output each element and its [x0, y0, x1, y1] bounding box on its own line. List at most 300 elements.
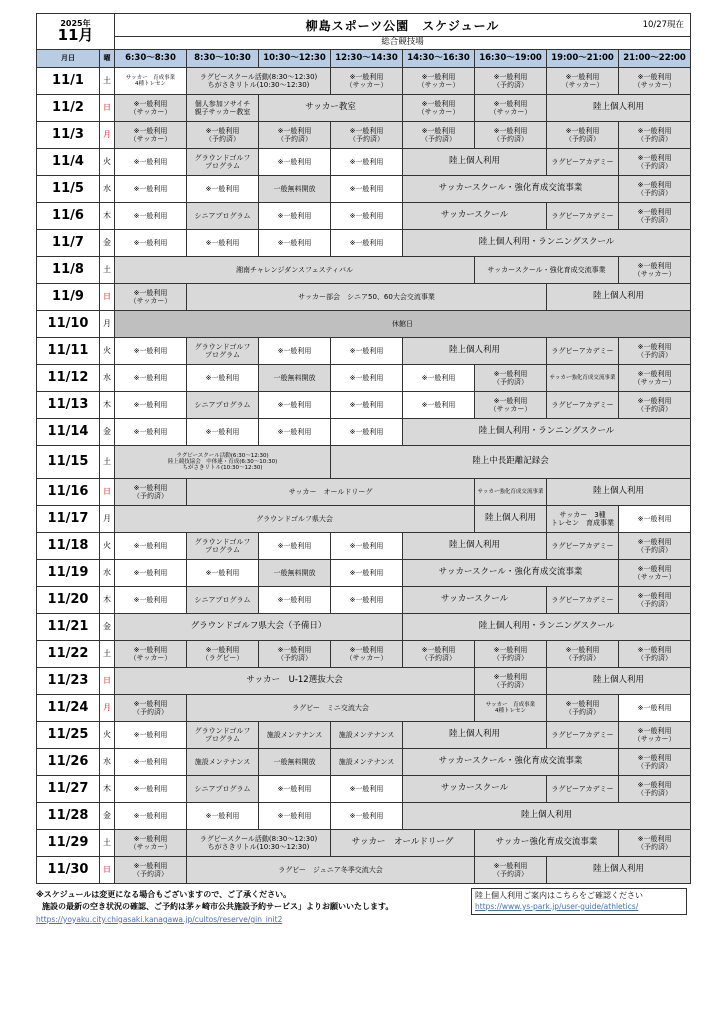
cell-line: ラグビーアカデミー: [551, 541, 614, 550]
row-date: 11/5: [37, 176, 100, 203]
schedule-cell: [547, 338, 619, 365]
cell-line: （予約済）: [349, 135, 384, 143]
schedule-cell: [331, 446, 691, 479]
schedule-cell: [115, 641, 187, 668]
cell-line: 陸上個人利用: [593, 486, 645, 497]
schedule-cell: [187, 479, 475, 506]
cell-line: （予約済）: [637, 351, 673, 359]
schedule-row: [37, 230, 691, 257]
cell-line: ラグビー ミニ交流大会: [292, 703, 369, 712]
schedule-row: [37, 695, 691, 722]
schedule-cell: [259, 419, 331, 446]
cell-line: （サッカー）: [345, 654, 388, 662]
cell-line: ※一般利用: [277, 238, 312, 247]
schedule-cell: [115, 122, 187, 149]
cell-line: ※一般利用: [133, 157, 168, 166]
row-weekday: 火: [100, 149, 115, 176]
schedule-body: [37, 68, 691, 884]
schedule-cell: [331, 203, 403, 230]
col-header-slot: 12:30～14:30: [331, 50, 403, 68]
schedule-cell: [547, 365, 619, 392]
cell-line: トレセン 育成事業: [551, 519, 614, 527]
schedule-cell: [619, 68, 691, 95]
cell-line: ※一般利用: [277, 157, 312, 166]
cell-line: ※一般利用: [493, 99, 528, 108]
row-weekday: 土: [100, 68, 115, 95]
schedule-cell: [619, 722, 691, 749]
schedule-row: [37, 95, 691, 122]
schedule-cell: [331, 533, 403, 560]
cell-line: ※一般利用: [205, 184, 240, 193]
schedule-cell: [187, 122, 259, 149]
row-date: 11/25: [37, 722, 100, 749]
schedule-row: [37, 419, 691, 446]
schedule-cell: [115, 506, 475, 533]
schedule-cell: [475, 122, 547, 149]
schedule-cell: [403, 749, 619, 776]
cell-line: （予約済）: [565, 654, 600, 662]
schedule-row: [37, 479, 691, 506]
cell-line: ※一般利用: [421, 126, 456, 135]
schedule-cell: [331, 365, 403, 392]
reservation-link[interactable]: https://yoyaku.city.chigasaki.kanagawa.jp/cultos/reserve/gin_init2: [36, 914, 283, 924]
schedule-cell: [115, 749, 187, 776]
schedule-row: [37, 446, 691, 479]
row-date: 11/2: [37, 95, 100, 122]
schedule-cell: [475, 392, 547, 419]
schedule-cell: [475, 68, 547, 95]
schedule-cell: [259, 749, 331, 776]
schedule-row: [37, 506, 691, 533]
schedule-cell: [403, 203, 547, 230]
cell-line: ※一般利用: [133, 834, 168, 843]
row-weekday: 金: [100, 803, 115, 830]
month-label: 11月: [57, 25, 94, 44]
schedule-cell: [115, 95, 187, 122]
cell-line: （サッカー）: [129, 843, 172, 851]
athletics-guide-link[interactable]: https://www.ys-park.jp/user-guide/athletics/: [475, 901, 639, 911]
schedule-cell: [259, 776, 331, 803]
cell-line: ※一般利用: [421, 99, 456, 108]
cell-line: ※一般利用: [421, 645, 456, 654]
cell-line: ※一般利用: [133, 427, 168, 436]
schedule-cell: [547, 587, 619, 614]
schedule-cell: [547, 392, 619, 419]
schedule-row: [37, 668, 691, 695]
cell-line: ※一般利用: [277, 346, 312, 355]
cell-line: （予約済）: [637, 600, 673, 608]
cell-line: ちがさきリトル(10:30～12:30): [207, 81, 310, 89]
cell-line: グラウンドゴルフ: [194, 537, 251, 546]
cell-line: サッカー教室: [305, 102, 356, 113]
cell-line: サッカースクール・強化育成交流事業: [487, 265, 606, 274]
cell-line: 陸上個人利用: [593, 102, 645, 113]
schedule-row: [37, 338, 691, 365]
cell-line: （サッカー）: [489, 405, 532, 413]
as-of-date: 10/27現在: [642, 20, 685, 30]
cell-line: 休館日: [392, 319, 414, 328]
schedule-cell: [547, 506, 619, 533]
schedule-cell: [475, 479, 547, 506]
schedule-cell: [331, 230, 403, 257]
schedule-cell: [403, 803, 691, 830]
cell-line: サッカー部会 シニア50、60大会交流事業: [298, 292, 435, 301]
cell-line: （サッカー）: [129, 654, 172, 662]
schedule-cell: [547, 722, 619, 749]
cell-line: ※一般利用: [493, 369, 528, 378]
cell-line: ※一般利用: [277, 784, 312, 793]
cell-line: サッカー 育成事業: [485, 701, 536, 708]
cell-line: ※一般利用: [637, 537, 672, 546]
schedule-cell: [403, 68, 475, 95]
cell-line: プログラム: [205, 162, 240, 170]
schedule-cell: [115, 533, 187, 560]
schedule-cell: [547, 641, 619, 668]
cell-line: 陸上個人利用・ランニングスクール: [478, 621, 615, 632]
schedule-cell: [475, 506, 547, 533]
row-date: 11/26: [37, 749, 100, 776]
cell-line: ※一般利用: [565, 72, 600, 81]
cell-line: ※一般利用: [637, 726, 672, 735]
notes: [36, 889, 476, 925]
row-date: 11/30: [37, 857, 100, 884]
schedule-cell: [331, 149, 403, 176]
row-date: 11/15: [37, 446, 100, 479]
cell-line: （予約済）: [637, 135, 673, 143]
cell-line: ※一般利用: [277, 595, 312, 604]
schedule-cell: [331, 722, 403, 749]
schedule-row: [37, 749, 691, 776]
schedule-cell: [187, 533, 259, 560]
schedule-cell: [187, 203, 259, 230]
cell-line: シニアプログラム: [194, 595, 251, 604]
schedule-cell: [115, 338, 187, 365]
cell-line: （予約済）: [493, 654, 528, 662]
cell-line: 陸上個人利用: [593, 291, 645, 302]
cell-line: ※一般利用: [493, 672, 528, 681]
cell-line: ※一般利用: [637, 369, 672, 378]
cell-line: 4種トレセン: [135, 81, 166, 87]
schedule-cell: [259, 533, 331, 560]
schedule-cell: [547, 68, 619, 95]
schedule-cell: [547, 479, 691, 506]
schedule-cell: [187, 722, 259, 749]
schedule-cell: [619, 392, 691, 419]
cell-line: ※一般利用: [421, 373, 456, 382]
schedule-cell: [331, 803, 403, 830]
row-date: 11/20: [37, 587, 100, 614]
cell-line: ※一般利用: [637, 645, 672, 654]
schedule-row: [37, 614, 691, 641]
cell-line: ※一般利用: [637, 703, 672, 712]
cell-line: ※一般利用: [205, 373, 240, 382]
schedule-cell: [475, 365, 547, 392]
cell-line: ※一般利用: [133, 645, 168, 654]
cell-line: ※一般利用: [493, 72, 528, 81]
schedule-cell: [187, 95, 259, 122]
schedule-cell: [403, 95, 475, 122]
schedule-cell: [115, 365, 187, 392]
cell-line: （予約済）: [493, 81, 528, 89]
cell-line: サッカー 3種: [559, 510, 606, 519]
cell-line: ※一般利用: [133, 595, 168, 604]
row-date: 11/23: [37, 668, 100, 695]
row-date: 11/22: [37, 641, 100, 668]
schedule-cell: [187, 587, 259, 614]
schedule-cell: [475, 857, 547, 884]
row-weekday: 土: [100, 641, 115, 668]
row-date: 11/17: [37, 506, 100, 533]
schedule-cell: [619, 203, 691, 230]
cell-line: 陸上個人利用: [448, 345, 500, 356]
cell-line: ※一般利用: [565, 126, 600, 135]
cell-line: ※一般利用: [349, 784, 384, 793]
row-weekday: 木: [100, 203, 115, 230]
schedule-cell: [547, 284, 691, 311]
schedule-cell: [115, 446, 331, 479]
schedule-cell: [331, 338, 403, 365]
row-date: 11/14: [37, 419, 100, 446]
cell-line: 個人参加ソサイチ: [194, 99, 251, 108]
schedule-cell: [187, 176, 259, 203]
note-reservation: 施設の最新の空き状況の確認、ご予約は茅ヶ崎市公共施設予約サービス」よりお願いいたします。: [42, 902, 394, 912]
cell-line: サッカースクール: [440, 210, 509, 221]
cell-line: グラウンドゴルフ: [194, 153, 251, 162]
cell-line: ※一般利用: [637, 126, 672, 135]
schedule-row: [37, 776, 691, 803]
cell-line: （予約済）: [493, 378, 528, 386]
schedule-cell: [403, 419, 691, 446]
schedule-cell: [619, 533, 691, 560]
schedule-row: [37, 560, 691, 587]
cell-line: サッカースクール: [440, 783, 509, 794]
row-weekday: 土: [100, 257, 115, 284]
schedule-cell: [115, 392, 187, 419]
schedule-cell: [619, 749, 691, 776]
cell-line: プログラム: [205, 735, 240, 743]
cell-line: （サッカー）: [417, 108, 460, 116]
row-date: 11/21: [37, 614, 100, 641]
schedule-cell: [115, 560, 187, 587]
cell-line: 施設メンテナンス: [194, 757, 251, 766]
schedule-cell: [187, 560, 259, 587]
col-header-date: 月日: [37, 50, 100, 68]
cell-line: 陸上個人利用・ランニングスクール: [478, 237, 615, 248]
cell-line: （サッカー）: [129, 135, 172, 143]
cell-line: （予約済）: [133, 492, 168, 500]
cell-line: ※一般利用: [637, 514, 672, 523]
cell-line: ※一般利用: [349, 400, 384, 409]
cell-line: ※一般利用: [133, 699, 168, 708]
page-title: 柳島スポーツ公園 スケジュール: [305, 18, 500, 33]
schedule-cell: [403, 392, 475, 419]
schedule-cell: [259, 365, 331, 392]
cell-line: 陸上個人利用: [593, 675, 645, 686]
col-header-dow: 曜: [100, 50, 115, 68]
schedule-row: [37, 284, 691, 311]
schedule-cell: [331, 419, 403, 446]
schedule-cell: [115, 419, 187, 446]
cell-line: ※一般利用: [133, 346, 168, 355]
row-date: 11/28: [37, 803, 100, 830]
schedule-row: [37, 203, 691, 230]
schedule-row: [37, 857, 691, 884]
cell-line: ※一般利用: [277, 400, 312, 409]
schedule-cell: [187, 365, 259, 392]
cell-line: ラグビーアカデミー: [551, 211, 614, 220]
schedule-cell: [187, 641, 259, 668]
cell-line: グラウンドゴルフ県大会（予備日）: [190, 621, 327, 632]
cell-line: （サッカー）: [561, 81, 604, 89]
row-date: 11/27: [37, 776, 100, 803]
schedule-cell: [259, 803, 331, 830]
cell-line: ※一般利用: [205, 645, 240, 654]
schedule-row: [37, 176, 691, 203]
title-cell: [115, 14, 691, 37]
cell-line: （予約済）: [493, 135, 528, 143]
schedule-cell: [331, 749, 403, 776]
cell-line: （予約済）: [421, 135, 456, 143]
cell-line: ※一般利用: [133, 288, 168, 297]
cell-line: ※一般利用: [565, 699, 600, 708]
cell-line: プログラム: [205, 546, 240, 554]
schedule-cell: [259, 176, 331, 203]
row-weekday: 火: [100, 533, 115, 560]
row-date: 11/7: [37, 230, 100, 257]
cell-line: ラグビーアカデミー: [551, 595, 614, 604]
row-weekday: 日: [100, 668, 115, 695]
schedule-row: [37, 587, 691, 614]
cell-line: ※一般利用: [637, 564, 672, 573]
cell-line: ※一般利用: [133, 99, 168, 108]
row-weekday: 水: [100, 176, 115, 203]
year-month-cell: [37, 14, 115, 50]
cell-line: ※一般利用: [205, 568, 240, 577]
schedule-cell: [115, 722, 187, 749]
row-weekday: 金: [100, 419, 115, 446]
row-date: 11/9: [37, 284, 100, 311]
schedule-cell: [619, 122, 691, 149]
schedule-cell: [619, 506, 691, 533]
schedule-cell: [187, 695, 475, 722]
schedule-cell: [547, 857, 691, 884]
schedule-cell: [115, 803, 187, 830]
cell-line: ※一般利用: [133, 811, 168, 820]
schedule-cell: [115, 149, 187, 176]
cell-line: （予約済）: [637, 405, 673, 413]
cell-line: サッカースクール・強化育成交流事業: [438, 183, 583, 194]
row-date: 11/8: [37, 257, 100, 284]
schedule-cell: [187, 857, 475, 884]
cell-line: ※一般利用: [205, 811, 240, 820]
cell-line: ※一般利用: [277, 427, 312, 436]
cell-line: ラグビーアカデミー: [551, 346, 614, 355]
schedule-row: [37, 68, 691, 95]
cell-line: （サッカー）: [417, 81, 460, 89]
cell-line: 陸上中長距離記録会: [472, 456, 549, 467]
cell-line: ※一般利用: [637, 153, 672, 162]
cell-line: ラグビーアカデミー: [551, 400, 614, 409]
schedule-cell: [115, 311, 691, 338]
schedule-cell: [187, 803, 259, 830]
schedule-cell: [115, 587, 187, 614]
schedule-cell: [403, 230, 691, 257]
cell-line: サッカー強化育成交流事業: [495, 837, 598, 848]
row-date: 11/12: [37, 365, 100, 392]
cell-line: シニアプログラム: [194, 400, 251, 409]
schedule-cell: [331, 560, 403, 587]
row-weekday: 水: [100, 749, 115, 776]
cell-line: ラグビーアカデミー: [551, 784, 614, 793]
schedule-cell: [115, 695, 187, 722]
schedule-cell: [547, 776, 619, 803]
cell-line: ※一般利用: [349, 184, 384, 193]
schedule-row: [37, 149, 691, 176]
schedule-cell: [187, 284, 547, 311]
cell-line: 施設メンテナンス: [338, 730, 395, 739]
schedule-cell: [187, 230, 259, 257]
schedule-cell: [619, 695, 691, 722]
cell-line: ※一般利用: [421, 72, 456, 81]
cell-line: ※一般利用: [205, 427, 240, 436]
schedule-cell: [187, 68, 331, 95]
row-weekday: 土: [100, 830, 115, 857]
cell-line: ※一般利用: [349, 541, 384, 550]
schedule-cell: [259, 95, 403, 122]
schedule-cell: [547, 695, 619, 722]
cell-line: ※一般利用: [637, 207, 672, 216]
athletics-info-text: 陸上個人利用ご案内はこちらをご確認ください: [475, 891, 643, 900]
cell-line: サッカースクール・強化育成交流事業: [438, 756, 583, 767]
row-date: 11/3: [37, 122, 100, 149]
schedule-cell: [259, 722, 331, 749]
schedule-cell: [619, 560, 691, 587]
cell-line: ※一般利用: [493, 396, 528, 405]
cell-line: ラグビースクール活動(8:30～12:30): [199, 834, 318, 843]
cell-line: ※一般利用: [565, 645, 600, 654]
schedule-cell: [331, 830, 475, 857]
cell-line: ※一般利用: [493, 126, 528, 135]
cell-line: ※一般利用: [133, 483, 168, 492]
cell-line: ※一般利用: [349, 211, 384, 220]
col-header-slot: 19:00～21:00: [547, 50, 619, 68]
schedule-cell: [259, 203, 331, 230]
schedule-row: [37, 122, 691, 149]
cell-line: （サッカー）: [633, 573, 676, 581]
cell-line: ※一般利用: [637, 780, 672, 789]
cell-line: ※一般利用: [133, 184, 168, 193]
schedule-cell: [403, 587, 547, 614]
cell-line: ※一般利用: [133, 568, 168, 577]
cell-line: （予約済）: [637, 789, 673, 797]
cell-line: （予約済）: [637, 546, 673, 554]
cell-line: （予約済）: [421, 654, 456, 662]
cell-line: ※一般利用: [637, 834, 672, 843]
cell-line: （サッカー）: [489, 108, 532, 116]
row-date: 11/4: [37, 149, 100, 176]
schedule-cell: [331, 392, 403, 419]
schedule-cell: [403, 614, 691, 641]
cell-line: 一般無料開放: [273, 184, 316, 193]
cell-line: ※一般利用: [493, 645, 528, 654]
schedule-cell: [403, 533, 547, 560]
row-weekday: 月: [100, 311, 115, 338]
schedule-cell: [331, 641, 403, 668]
row-date: 11/29: [37, 830, 100, 857]
cell-line: ※一般利用: [637, 261, 672, 270]
cell-line: ※一般利用: [133, 784, 168, 793]
cell-line: 陸上個人利用・ランニングスクール: [478, 426, 615, 437]
